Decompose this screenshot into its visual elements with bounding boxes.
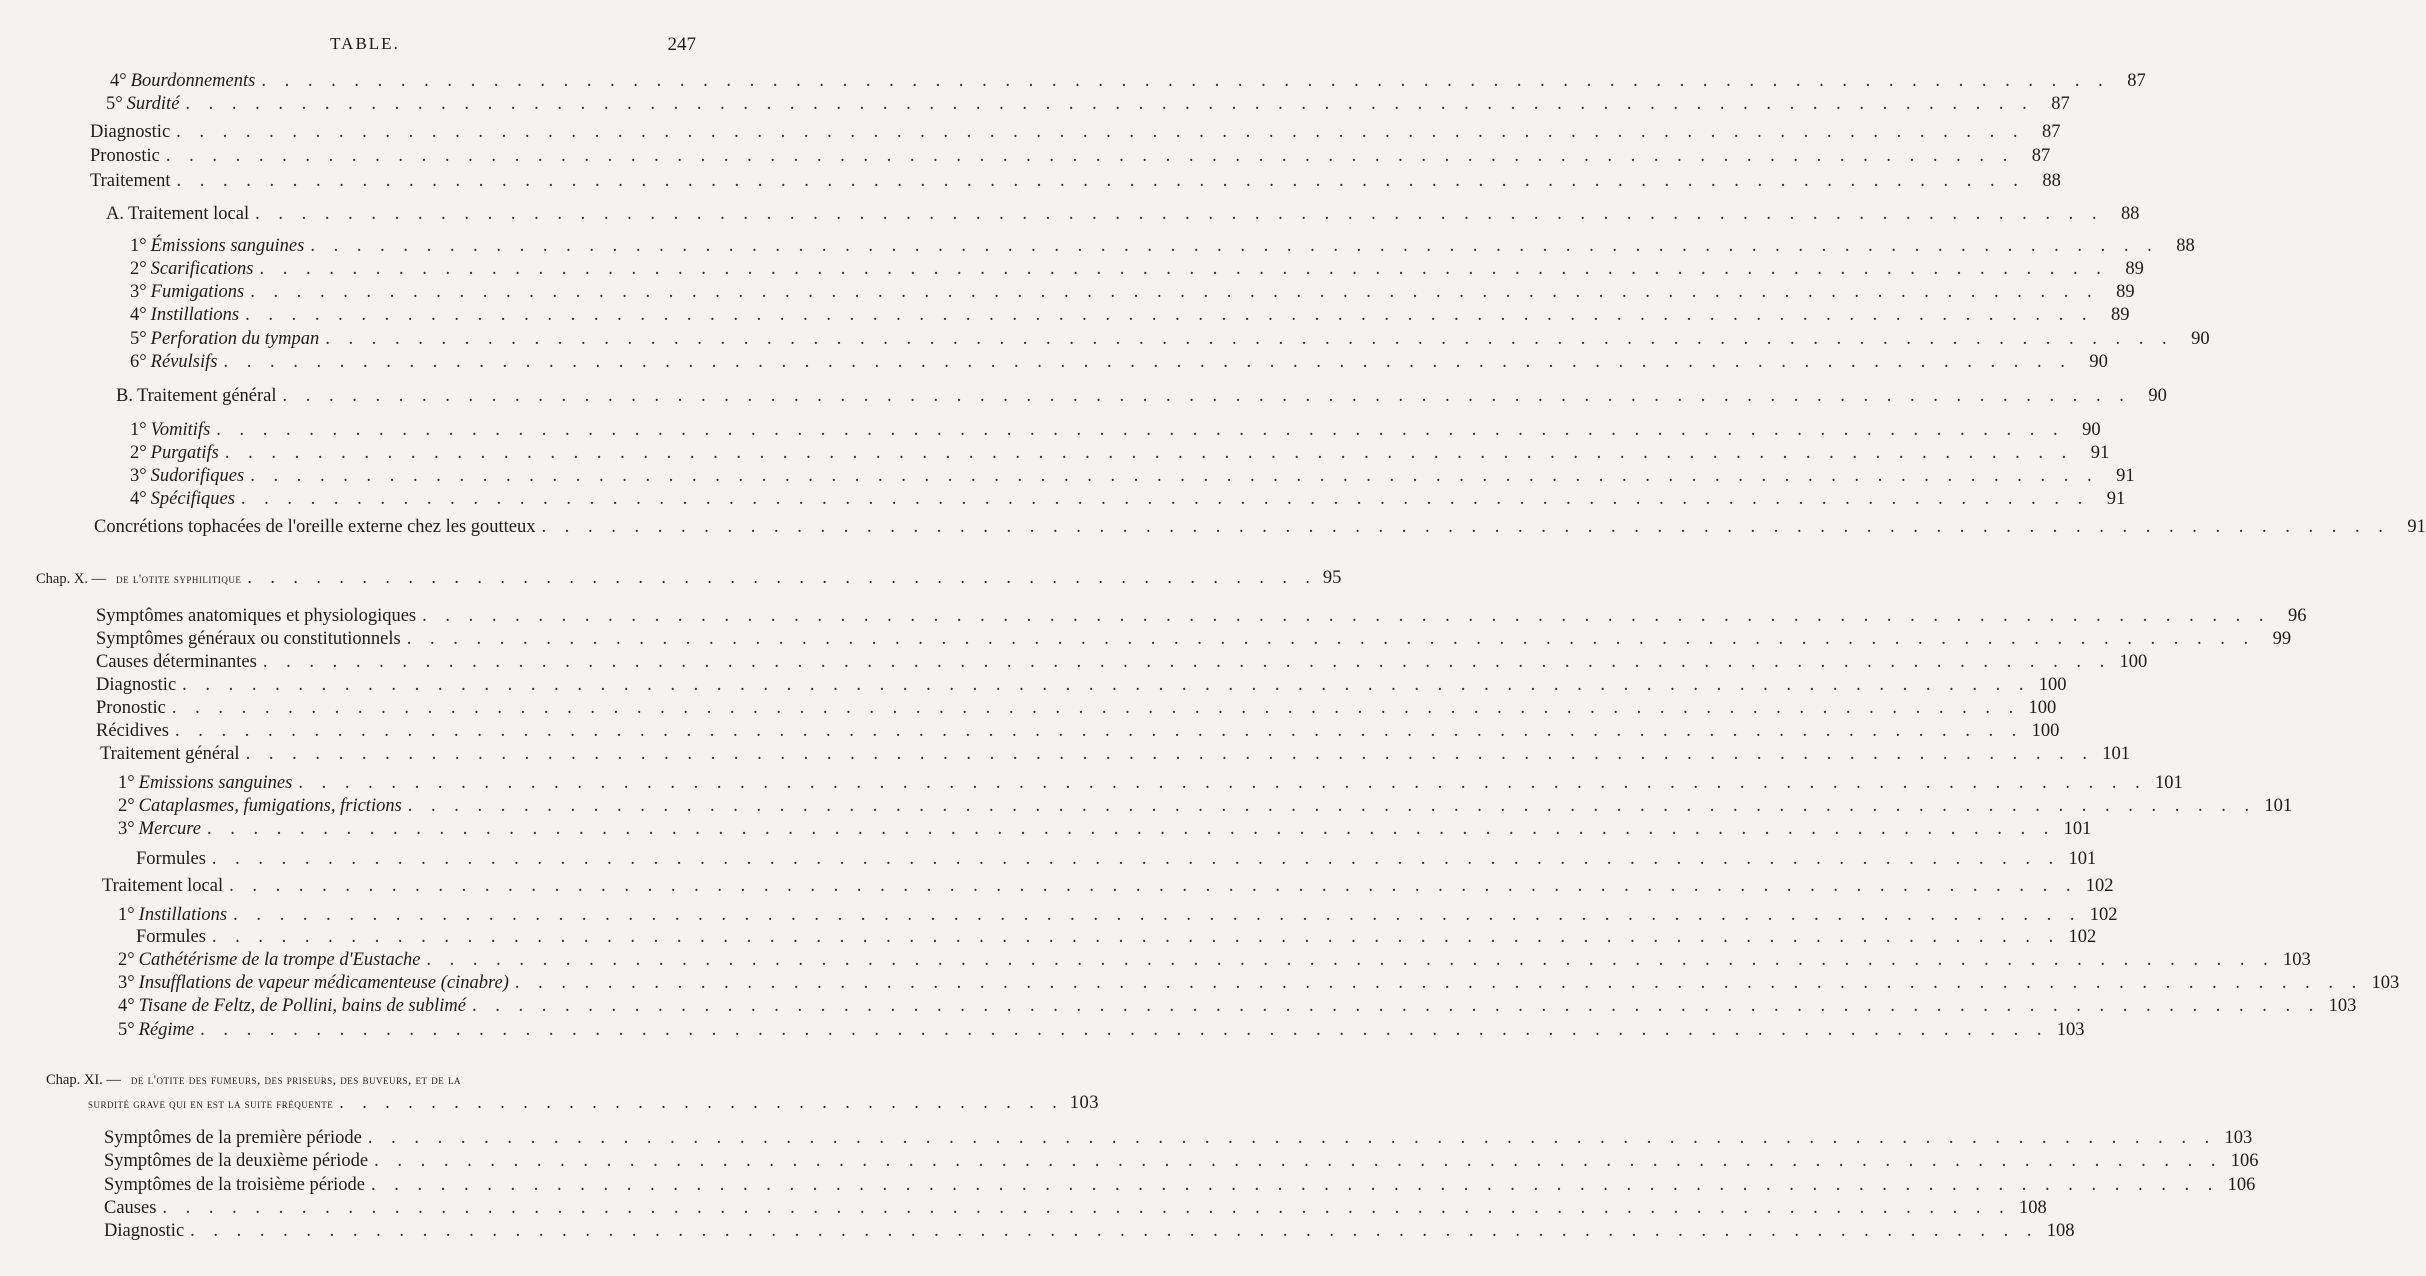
entry-page: 106: [2230, 1151, 2259, 1171]
toc-entry: [130, 281, 2135, 303]
toc-entry: [106, 93, 2070, 115]
entry-label: [130, 304, 239, 326]
toc-entry: [130, 419, 2101, 441]
entry-number: 5°: [118, 1020, 135, 1040]
entry-text: Tisane de Feltz, de Pollini, bains de sublimé: [138, 996, 466, 1016]
entry-label: [104, 1174, 365, 1196]
entry-number: B.: [116, 386, 133, 406]
entry-text: Insufflations de vapeur médicamenteuse (cinabre): [138, 973, 509, 993]
entry-label: [118, 949, 420, 971]
toc-entry: [96, 628, 2292, 650]
chapter-label: Chap. XI. —: [46, 1072, 121, 1088]
entry-label: [104, 1220, 184, 1242]
entry-page: 101: [2154, 773, 2183, 793]
entry-page: 91: [2106, 489, 2126, 509]
entry-label: [116, 385, 277, 407]
entry-page: 102: [2068, 927, 2097, 947]
toc-entry: [104, 1150, 2259, 1172]
entry-number: 1°: [118, 773, 135, 793]
chapter-title: de l'otite des fumeurs, des priseurs, des buveurs, et de la: [130, 1072, 462, 1087]
leader-dots: . . . . . . . . . . . . . . . . . . . . . . . . . . . . . . . . . . . . . . . . . . . . . . . . . . . . . . . . . . . . . . . . . . . . . . . . . . . . . . . .: [406, 629, 2256, 649]
entry-page: 103: [2328, 996, 2357, 1016]
toc-entry: [130, 328, 2210, 350]
leader-dots: . . . . . . . . . . . . . . . . . . . . . . . . . . . . . . . . . . . . . . . . . . . . . . . . . . . . . . . . . . . . . . . . . . . . . . . . . . . . . . . .: [233, 905, 2082, 925]
toc-entry: [130, 351, 2108, 373]
leader-dots: . . . . . . . . . . . . . . . . . . . . . . . . . . . . . . . . . . . . . . . . . . . . . . . . . . . . . . . . . . . . . . . . . . . . . . . . . . . . . . . .: [262, 652, 2112, 672]
leader-dots: . . . . . . . . . . . . . . . . . . . . . . . . . . . . . . . . . . . . . . . . . . . . . . . . . . . . . . . . . . . . . . . . . . . . . . . . . . . . . . . .: [245, 744, 2094, 764]
entry-page: 100: [2028, 698, 2057, 718]
leader-dots: . . . . . . . . . . . . . . . . . . . . . . . . . . . . . . . . . . . . . . . . . . . . . . . . . . . . . . . . . . . . . . . . . . . . . . . . . . . . . . . .: [426, 950, 2275, 970]
entry-label: [118, 795, 402, 817]
entry-label: [90, 145, 160, 167]
entry-number: A.: [106, 204, 124, 224]
leader-dots: . . . . . . . . . . . . . . . . . . . . . . . . . . . . . . . . . . . . . . . . . . . . . . . . . . . . . . . . . . . . . . . . . . . . . . . . . . . . . . . .: [325, 329, 2174, 349]
entry-label: [102, 875, 223, 897]
toc-entry: [136, 848, 2097, 870]
page-title: TABLE.: [330, 34, 400, 53]
leader-dots: . . . . . . . . . . . . . . . . . . . . . . . . . . . . . . . . . . . . . . . . . . . . . . . . . . . . . . . . . . . . . . . . . . . . . . . . . . . . . . . .: [245, 305, 2094, 325]
toc-entry: [130, 465, 2135, 487]
entry-text: Diagnostic: [90, 122, 171, 142]
chapter-page: 103: [1069, 1093, 1099, 1113]
toc-entry: [110, 70, 2146, 92]
leader-dots: . . . . . . . . . . . . . . . . . . . . . . . . . . . . . . . . . . . . . . . . . . . . . . . . . . . . . . . . . . . . . . . . . . . . . . . . . . . . . . . .: [211, 849, 2061, 869]
entry-page: 90: [2082, 420, 2101, 440]
leader-dots: . . . . . . . . . . . . . . . . . . . . . . . . . . . . . . . . . . . . . . . . . . . . . . . . . . . . . . . . . . . . . . . . . . . . . . . . . . . . . . . .: [422, 606, 2271, 626]
leader-dots: . . . . . . . . . . . . . . . . . . . . . . . . . . . . . . . . . . . . . . . . . . . . . . . . . . . . . . . . . . . . . . . . . . . . . . . . . . . . . . . .: [310, 236, 2159, 256]
leader-dots: . . . . . . . . . . . . . . . . . . . . . . . . . . . . . . . . . . . . . . . . . . . . . . . . . . . . . . . . . . . . . . . . . . . . . . . . . . . . . . . .: [374, 1151, 2223, 1171]
entry-page: 88: [2176, 236, 2195, 256]
entry-text: Diagnostic: [96, 675, 177, 695]
entry-label: [90, 121, 170, 143]
entry-label: [136, 926, 206, 948]
entry-page: 102: [2089, 905, 2118, 925]
entry-text: Emissions sanguines: [138, 773, 293, 793]
entry-number: 4°: [118, 996, 135, 1016]
entry-number: 1°: [130, 236, 147, 256]
entry-label: [118, 904, 227, 926]
entry-text: Traitement local: [128, 204, 250, 224]
toc-entry: [116, 385, 2167, 407]
entry-text: Fumigations: [150, 282, 245, 302]
entry-number: 3°: [118, 973, 135, 993]
leader-dots: . . . . . . . . . . . . . . . . . . . . . . . . . . . . . . . . . . . . . . . . . . . . . . . . . . . . . . . . . . . . . . . . . . . . . . . . . . . . . . . .: [171, 698, 2021, 718]
entry-label: [96, 720, 169, 742]
entry-page: 91: [2090, 443, 2110, 463]
leader-dots: . . . . . . . . . . . . . . . . . . . . . . . . . . . . . . . . . . . . . . . . . . . . . . . . . . . . . . . . . . . . . . . . . . . . . . . . . . . . . . . .: [182, 675, 2031, 695]
entry-text: Émissions sanguines: [150, 236, 305, 256]
toc-entry: [106, 203, 2140, 225]
toc-entry: [100, 743, 2130, 765]
entry-label: [110, 70, 255, 92]
entry-label: [104, 1150, 368, 1172]
leader-dots: . . . . . . . . . . . . . . . . . . . . . . . . . . . . . . . . . . . . . . . . . . . . . . . . . . . . . . . . . . . . . . . . . . . . . . . . . . . . . . . .: [282, 386, 2131, 406]
entry-number: 3°: [130, 282, 147, 302]
entry-label: [96, 628, 401, 650]
entry-label: [96, 605, 416, 627]
entry-page: 102: [2085, 876, 2114, 896]
entry-label: [130, 281, 244, 303]
entry-text: Symptômes de la première période: [104, 1128, 362, 1148]
entry-page: 101: [2068, 849, 2097, 869]
entry-text: Révulsifs: [150, 352, 218, 372]
entry-text: Causes déterminantes: [96, 652, 257, 672]
leader-dots: . . . . . . . . . . . . . . . . . . . . . . . . . . . . . . . . . . . . . . . . . . . . . . . . . . . . . . . . . . . . . . . . . . . . . . . . . . . . . . . .: [514, 973, 2364, 993]
page-header: [0, 34, 800, 58]
entry-text: Symptômes de la deuxième période: [104, 1151, 369, 1171]
leader-dots: . . . . . . . . . . . . . . . . . . . . . . . . . . . . . . . . . . . . . . . . . . . . . . . . . . . . . . . . . . . . . . . . . . . . . . . . . . . . . . . .: [190, 1221, 2039, 1241]
toc-entry: [118, 795, 2293, 817]
entry-page: 100: [2031, 721, 2060, 741]
leader-dots: . . . . . . . . . . . . . . . . . . . . . . . . . . . . . . . . . . . . . . . . . . . . . . . . . . . . . . . . . . . . . . . . . . . . . . . . . . . . . . . .: [200, 1020, 2049, 1040]
entry-text: Surdité: [126, 94, 180, 114]
entry-text: Diagnostic: [104, 1221, 185, 1241]
entry-page: 87: [2031, 146, 2051, 166]
leader-dots: . . . . . . . . . . . . . . . . . . . . . . . . . . . . . . . . . . . . . . . . . . . . . . . . . . . . . . . . . . . . . . . . . . . . . . . . . . . . . . . .: [250, 282, 2099, 302]
entry-text: Symptômes de la troisième période: [104, 1175, 365, 1195]
entry-text: Mercure: [138, 819, 201, 839]
toc-entry: [96, 674, 2067, 696]
entry-text: Sudorifiques: [150, 466, 245, 486]
chapter-label: Chap. X. —: [36, 571, 107, 587]
entry-page: 90: [2148, 386, 2167, 406]
leader-dots: . . . . . . . . . . . . . . . . . . . . . . . . . . . . . . . . . . . . . . . . . . . . . . . . . . . . . . . . . . . . . . . . . . . . . . . . . . . . . . . .: [174, 721, 2024, 741]
leader-dots: . . . . . . . . . . . . . . . . . . . . . . . . . . . . . . . . . . . . . . . . . . . . . . . . . . . . . . . . . . . . . . . . . . . . . . . . . . . . . . . .: [259, 259, 2108, 279]
entry-text: Traitement général: [136, 386, 277, 406]
toc-entry: [102, 875, 2114, 897]
entry-page: 91: [2116, 466, 2135, 486]
entry-page: 100: [2119, 652, 2148, 672]
entry-text: Récidives: [96, 721, 169, 741]
entry-label: [106, 203, 249, 225]
chapter-heading: [46, 1069, 666, 1091]
leader-dots: . . . . . . . . . . . . . . . . . . . . . . . . . . . . . . . . . . . . . . . . . . . . . . . . . . . . . . . . . . . . . . . . . . . . . . . . . . . . . . . .: [367, 1128, 2217, 1148]
entry-text: Scarifications: [150, 259, 254, 279]
entry-page: 89: [2116, 282, 2135, 302]
toc-entry: [96, 605, 2307, 627]
leader-dots: . . . . . . . . . . . . . . . . . . . . . . . . . . . . . . . . . . . . . . . . . . . . . . . . . . . . . . . . . . . . . . . . . . . . . . . . . . . . . . . .: [471, 996, 2321, 1016]
entry-text: Pronostic: [90, 146, 160, 166]
entry-text: Concrétions tophacées de l'oreille externe chez les goutteux: [94, 517, 536, 537]
entry-text: Instillations: [138, 905, 228, 925]
toc-entry: [130, 488, 2126, 510]
entry-number: 4°: [130, 489, 147, 509]
entry-label: [130, 419, 210, 441]
entry-label: [118, 972, 509, 994]
entry-text: Traitement général: [100, 744, 240, 764]
entry-number: 5°: [130, 329, 147, 349]
entry-label: [130, 488, 235, 510]
entry-label: [118, 995, 466, 1017]
toc-entry: [118, 949, 2311, 971]
entry-text: Perforation du tympan: [150, 329, 320, 349]
entry-number: 1°: [130, 420, 147, 440]
toc-entry: [96, 651, 2148, 673]
leader-dots: . . . . . . . . . . . . . . . . . . . . . . . . . . . . . . . . . . . . . . . . . . . . . . . . . . . . . . . . . . . . . . . . . . . . . . . . . . . . . . . .: [216, 420, 2065, 440]
toc-entry: [130, 258, 2144, 280]
leader-dots: . . . . . . . . . . . . . . . . . . . . . . . . . . . . . . . . . . . . . . . . . . . . . . . . . . . . . . . . . . . . . . . . . . . . . . . . . . . . . . . .: [229, 876, 2078, 896]
entry-page: 108: [2019, 1198, 2047, 1218]
page-number: 247: [667, 34, 696, 55]
entry-page: 108: [2046, 1221, 2075, 1241]
entry-text: Formules: [136, 927, 206, 947]
toc-entry: [94, 516, 2426, 538]
toc-entry: [118, 772, 2183, 794]
entry-label: [90, 170, 171, 192]
toc-entry: [118, 972, 2400, 994]
leader-dots: . . . . . . . . . . . . . . . . . . . . . . . . . . . . . . . . . . . . . . . . . . . . . . . . . . . . . . . . . . . . . . . . . . . . . . . . . . . . . . . .: [407, 796, 2257, 816]
entry-text: Purgatifs: [150, 443, 219, 463]
entry-page: 101: [2264, 796, 2293, 816]
entry-number: 2°: [130, 443, 147, 463]
leader-dots: . . . . . . . . . . . . . . . . . . . . . . . . . . . . . . . . . . . . . . . . . . . . . . . . . . . . . . . . . . . . . . . . . . . . . . . . . . . . . . . .: [541, 517, 2390, 537]
leader-dots: . . . . . . . . . . . . . . . . . . . . . . . . . . . . . . . . . . . . . . . . . . . . . . . . . . . . . . . . . . . . . . . . . . . . . . . . . . . . . . . .: [176, 171, 2025, 191]
toc-entry: [130, 442, 2110, 464]
entry-label: [94, 516, 536, 538]
toc-entry: [104, 1127, 2253, 1149]
entry-page: 88: [2120, 204, 2140, 224]
entry-text: Vomitifs: [150, 420, 211, 440]
entry-number: 2°: [118, 796, 135, 816]
entry-page: 91: [2407, 517, 2426, 537]
toc-entry: [118, 818, 2092, 840]
entry-page: 103: [2371, 973, 2400, 993]
leader-dots: . . . . . . . . . . . . . . . . . . . . . . . . . . . . . . . . . . . . . . . . . . . . . . . . . . . . . . . . . . . . . . . . . . . . . . . . . . . . . . . .: [240, 489, 2090, 509]
toc-entry: [130, 304, 2130, 326]
toc-entry: [104, 1174, 2256, 1196]
chapter-title-continued: surdité grave qui en est la suite fréquente . . . . . . . . . . . . . . . . . . . . . . . . . . . . . . . . 103: [88, 1092, 1099, 1113]
entry-number: 4°: [130, 305, 147, 325]
toc-entry: [90, 170, 2061, 192]
entry-label: [130, 328, 319, 350]
entry-page: 90: [2089, 352, 2108, 372]
entry-page: 103: [2056, 1020, 2085, 1040]
entry-number: 2°: [118, 950, 135, 970]
entry-label: [96, 651, 257, 673]
entry-label: [118, 772, 292, 794]
entry-page: 87: [2051, 94, 2070, 114]
toc-entry: [104, 1220, 2075, 1242]
entry-text: Bourdonnements: [130, 71, 256, 91]
entry-page: 90: [2191, 329, 2210, 349]
entry-page: 100: [2038, 675, 2067, 695]
entry-text: Spécifiques: [150, 489, 235, 509]
entry-number: 3°: [118, 819, 135, 839]
chapter-title: de l'otite syphilitique: [116, 571, 242, 586]
toc-entry: [118, 1019, 2085, 1041]
entry-number: 5°: [106, 94, 123, 114]
toc-entry: [118, 995, 2357, 1017]
entry-label: [100, 743, 240, 765]
toc-entry: [118, 904, 2118, 926]
entry-label: [118, 1019, 194, 1041]
entry-text: Instillations: [150, 305, 240, 325]
entry-label: [96, 674, 176, 696]
entry-text: Symptômes anatomiques et physiologiques: [96, 606, 417, 626]
entry-text: Causes: [104, 1198, 157, 1218]
entry-text: Formules: [136, 849, 206, 869]
entry-label: [118, 818, 201, 840]
toc-entry: [96, 720, 2060, 742]
entry-page: 101: [2102, 744, 2130, 764]
entry-label: [104, 1127, 362, 1149]
leader-dots: . . . . . . . . . . . . . . . . . . . . . . . . . . . . . . . . . . . . . . . . . . . . . . . . . . . . . . . . . . . . . . . . . . . . . . . . . . . . . . . .: [176, 122, 2025, 142]
entry-page: 89: [2110, 305, 2130, 325]
leader-dots: . . . . . . . . . . . . . . . . . . . . . . . . . . . . . . . . . . . . . . . . . . . . . . . . . . . . . . . . . . . . . . . . . . . . . . . . . . . . . . . .: [371, 1175, 2220, 1195]
entry-page: 101: [2063, 819, 2092, 839]
entry-label: [136, 848, 206, 870]
leader-dots: . . . . . . . . . . . . . . . . . . . . . . . . . . . . . . . . . . . . . . . . . . . . . . . . . . . . . . . . . . . . . . . . . . . . . . . . . . . . . . . .: [298, 773, 2147, 793]
entry-label: [130, 235, 304, 257]
toc-entry: [104, 1197, 2047, 1219]
entry-text: Traitement local: [102, 876, 224, 896]
entry-label: [130, 442, 219, 464]
entry-page: 87: [2042, 122, 2061, 142]
entry-label: [130, 258, 253, 280]
leader-dots: . . . . . . . . . . . . . . . . . . . . . . . . . . . . . . . . . . . . . . . . . . . . . . . . . . . . . . . . . . . . . . . . . . . . . . . . . . . . . . . .: [255, 204, 2104, 224]
entry-text: Symptômes généraux ou constitutionnels: [96, 629, 401, 649]
leader-dots: . . . . . . . . . . . . . . . . . . . . . . . . . . . . . . . . . . . . . . . . . . . . . . . . . . . . . . . . . . . . . . . . . . . . . . . . . . . . . . . .: [250, 466, 2099, 486]
entry-text: Cataplasmes, fumigations, frictions: [138, 796, 402, 816]
entry-page: 88: [2042, 171, 2061, 191]
entry-label: [130, 465, 244, 487]
leader-dots: . . . . . . . . . . . . . . . . . . . . . . . . . . . . . . . . . . . . . . . . . . . . . . . . . . . . . . . . . . . . . . . . . . . . . . . . . . . . . . . .: [223, 352, 2072, 372]
leader-dots: . . . . . . . . . . . . . . . . . . . . . . . . . . . . . . . . . . . . . . . . . . . . . . . . . . . . . . . . . . . . . . . . . . . . . . . . . . . . . . . .: [224, 443, 2074, 463]
entry-page: 87: [2127, 71, 2146, 91]
entry-label: [96, 697, 166, 719]
leader-dots: . . . . . . . . . . . . . . . . . . . . . . . . . . . . . . . . . . . . . . . . . . . . . . . . . . . . . . . . . . . . . . . . . . . . . . . . . . . . . . . .: [261, 71, 2110, 91]
entry-number: 2°: [130, 259, 147, 279]
entry-page: 103: [2283, 950, 2311, 970]
chapter-page: 95: [1322, 568, 1342, 588]
entry-number: 6°: [130, 352, 147, 372]
chapter-heading: Chap. X. — de l'otite syphilitique . . . . . . . . . . . . . . . . . . . . . . . . . . . . . . . . . . . . . . . . . . . . . . . 95: [36, 567, 1342, 588]
entry-number: 4°: [110, 71, 127, 91]
entry-page: 99: [2272, 629, 2292, 649]
toc-entry: [130, 235, 2195, 257]
entry-label: [130, 351, 217, 373]
toc-entry: [90, 121, 2061, 143]
entry-number: 1°: [118, 905, 135, 925]
entry-text: Régime: [138, 1020, 195, 1040]
entry-page: 89: [2125, 259, 2144, 279]
entry-text: Cathétérisme de la trompe d'Eustache: [138, 950, 421, 970]
entry-label: [106, 93, 179, 115]
leader-dots: . . . . . . . . . . . . . . . . . . . . . . . . . . . . . . . . . . . . . . . . . . . . . . . . . . . . . . . . . . . . . . . . . . . . . . . . . . . . . . . .: [206, 819, 2056, 839]
toc-entry: [136, 926, 2097, 948]
toc-entry: [90, 145, 2051, 167]
toc-entry: [96, 697, 2057, 719]
entry-page: 106: [2227, 1175, 2256, 1195]
leader-dots: . . . . . . . . . . . . . . . . . . . . . . . . . . . . . . . . . . . . . . . . . . . . . . . . . . . . . . . . . . . . . . . . . . . . . . . . . . . . . . . .: [211, 927, 2061, 947]
entry-label: [104, 1197, 156, 1219]
entry-text: Pronostic: [96, 698, 166, 718]
chapter-title-line2: surdité grave qui en est la suite fréquente: [88, 1097, 334, 1111]
leader-dots: . . . . . . . . . . . . . . . . . . . . . . . . . . . . . . . . . . . . . . . . . . . . . . . . . . . . . . . . . . . . . . . . . . . . . . . . . . . . . . . .: [165, 146, 2015, 166]
entry-page: 103: [2224, 1128, 2253, 1148]
entry-number: 3°: [130, 466, 147, 486]
leader-dots: . . . . . . . . . . . . . . . . . . . . . . . . . . . . . . . . . . . . . . . . . . . . . . . . . . . . . . . . . . . . . . . . . . . . . . . . . . . . . . . .: [185, 94, 2034, 114]
leader-dots: . . . . . . . . . . . . . . . . . . . . . . . . . . . . . . . . . . . . . . . . . . . . . . . . . . . . . . . . . . . . . . . . . . . . . . . . . . . . . . . .: [162, 1198, 2011, 1218]
entry-page: 96: [2288, 606, 2307, 626]
entry-text: Traitement: [90, 171, 171, 191]
